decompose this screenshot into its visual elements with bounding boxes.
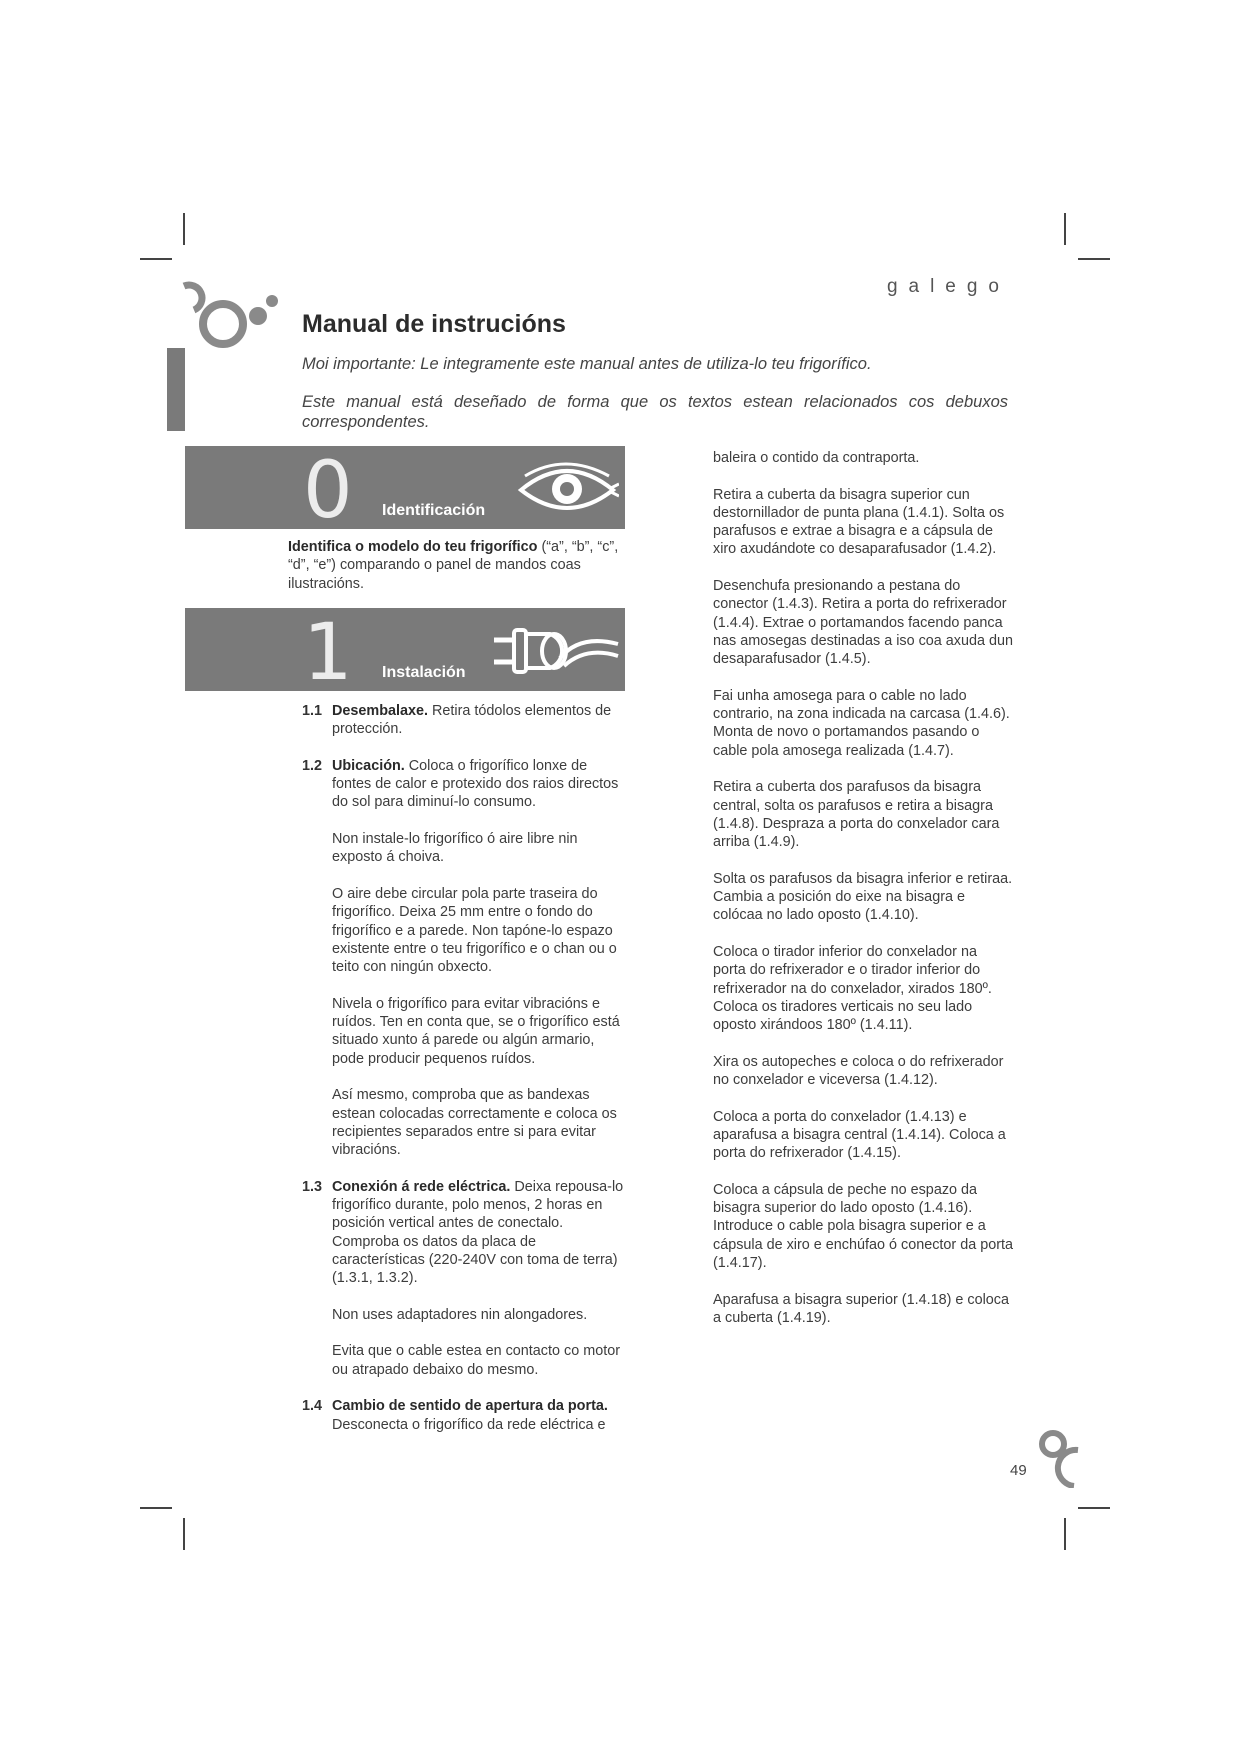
identify-rest: comparando o panel de mandos coas ilustracións.: [288, 557, 581, 592]
crop-mark: [1078, 1507, 1110, 1509]
section-label: Instalación: [382, 664, 466, 681]
list-item: 1.4 Cambio de sentido de apertura da porta. Desconecta o frigorífico da rede eléctrica e: [302, 1398, 608, 1433]
crop-mark: [140, 258, 172, 260]
step-paragraph: Coloca a cápsula de peche no espazo da bisagra superior do lado oposto (1.4.16). Introduce o cable pola bisagra superior e a cápsula de xiro e enchúfao ó conector da porta (1.4.17).: [713, 1181, 1014, 1272]
intro-design: Este manual está deseñado de forma que os textos estean relacionados cos debuxos correspondentes.: [302, 393, 1008, 431]
step-paragraph: Coloca o tirador inferior do conxelador na porta do refrixerador e o tirador inferior do refrixerador na do conxelador, xirados 180º. Coloca os tiradores verticais no seu lado oposto xirándoos 180º (1.4.11).: [713, 944, 992, 1034]
section-number: 0: [303, 446, 353, 536]
section-number: 1: [303, 608, 353, 698]
plug-icon: [490, 620, 620, 682]
brand-circles-icon: [1036, 1426, 1086, 1488]
section-0-banner: [185, 446, 625, 536]
step-paragraph: Retira a cuberta da bisagra superior cun destornillador de punta plana (1.4.1). Solta os parafusos e extrae a bisagra e a cápsula de xiro axudándote co desaparafusador (1.4.2).: [713, 486, 1005, 558]
crop-mark: [1078, 258, 1110, 260]
section-label: Identificación: [382, 502, 486, 519]
eye-icon: [515, 456, 619, 518]
list-item: 1.1 Desembalaxe. Retira tódolos elementos de protección.: [302, 703, 612, 738]
language-label: galego: [886, 276, 1010, 297]
crop-mark: [183, 1518, 185, 1550]
crop-mark: [1064, 213, 1066, 245]
brand-circles-icon: [180, 280, 280, 352]
section-0-text: [288, 538, 628, 611]
step-paragraph: Xira os autopeches e coloca o do refrixerador no conxelador e viceversa (1.4.12).: [713, 1053, 1004, 1089]
section-1-banner: [185, 608, 625, 698]
model-letters: (“a”, “b”, “c”, “d”, “e”): [288, 539, 619, 574]
installation-list: [302, 702, 627, 1452]
identify-lead: Identifica o modelo do teu frigorífico: [288, 539, 538, 555]
step-paragraph: Fai unha amosega para o cable no lado contrario, na zona indicada na carcasa (1.4.6). Monta de novo o portamandos pasando o cable pola amosega realizada (1.4.7).: [713, 687, 1010, 759]
sidebar-bar: [167, 348, 185, 431]
step-paragraph: Aparafusa a bisagra superior (1.4.18) e coloca a cuberta (1.4.19).: [713, 1291, 1009, 1326]
crop-mark: [140, 1507, 172, 1509]
intro-important: Moi importante: Le integramente este manual antes de utiliza-lo teu frigorífico.: [302, 355, 872, 373]
step-paragraph: Coloca a porta do conxelador (1.4.13) e aparafusa a bisagra central (1.4.14). Coloca a porta do refrixerador (1.4.15).: [713, 1108, 1006, 1162]
step-paragraph: Solta os parafusos da bisagra inferior e retiraa. Cambia a posición do eixe na bisagra e colócaa no lado oposto (1.4.10).: [713, 870, 1013, 924]
crop-mark: [183, 213, 185, 245]
door-reversal-steps: [713, 449, 1013, 1346]
page-number: 49: [1010, 1462, 1027, 1479]
crop-mark: [1064, 1518, 1066, 1550]
step-paragraph: Desenchufa presionando a pestana do conector (1.4.3). Retira a porta do refrixerador (1.4.4). Extrae o portamandos facendo panca nas amosegas destinadas a iso coa axuda dun desaparafusador (1.4.5).: [713, 578, 1014, 668]
page-title: Manual de instrucións: [302, 310, 566, 338]
step-paragraph: Retira a cuberta dos parafusos da bisagra central, solta os parafusos e retira a bisagra (1.4.8). Despraza a porta do conxelador cara arriba (1.4.9).: [713, 779, 1000, 851]
list-item: 1.2 Ubicación. Coloca o frigorífico lonxe de fontes de calor e protexido dos raios directos do sol para diminuí-lo consumo. Non instale-lo frigorífico ó aire libre nin exposto á choiva. O aire debe circular pola parte traseira do frigorífico. Deixa 25 mm entre o fondo do frigorífico e a parede. Non tapóne-lo espazo existente entre o teu frigorífico e o chan ou o teito con ningún obxecto. Nivela o frigorífico para evitar vibracións e ruídos. Ten en conta que, se o frigorífico está situado xunto á parede ou algún armario, pode producir pequenos ruídos. Así mesmo, comproba que as bandexas estean colocadas correctamente e coloca os recipientes separados entre si para evitar vibracións.: [302, 757, 620, 1159]
list-item: 1.3 Conexión á rede eléctrica. Deixa repousa-lo frigorífico durante, polo menos, 2 horas en posición vertical antes de conectalo. Comproba os datos da placa de características (220-240V con toma de terra) (1.3.1, 1.3.2). Non uses adaptadores nin alongadores. Evita que o cable estea en contacto co motor ou atrapado debaixo do mesmo.: [302, 1178, 624, 1378]
step-paragraph: baleira o contido da contraporta.: [713, 450, 920, 466]
